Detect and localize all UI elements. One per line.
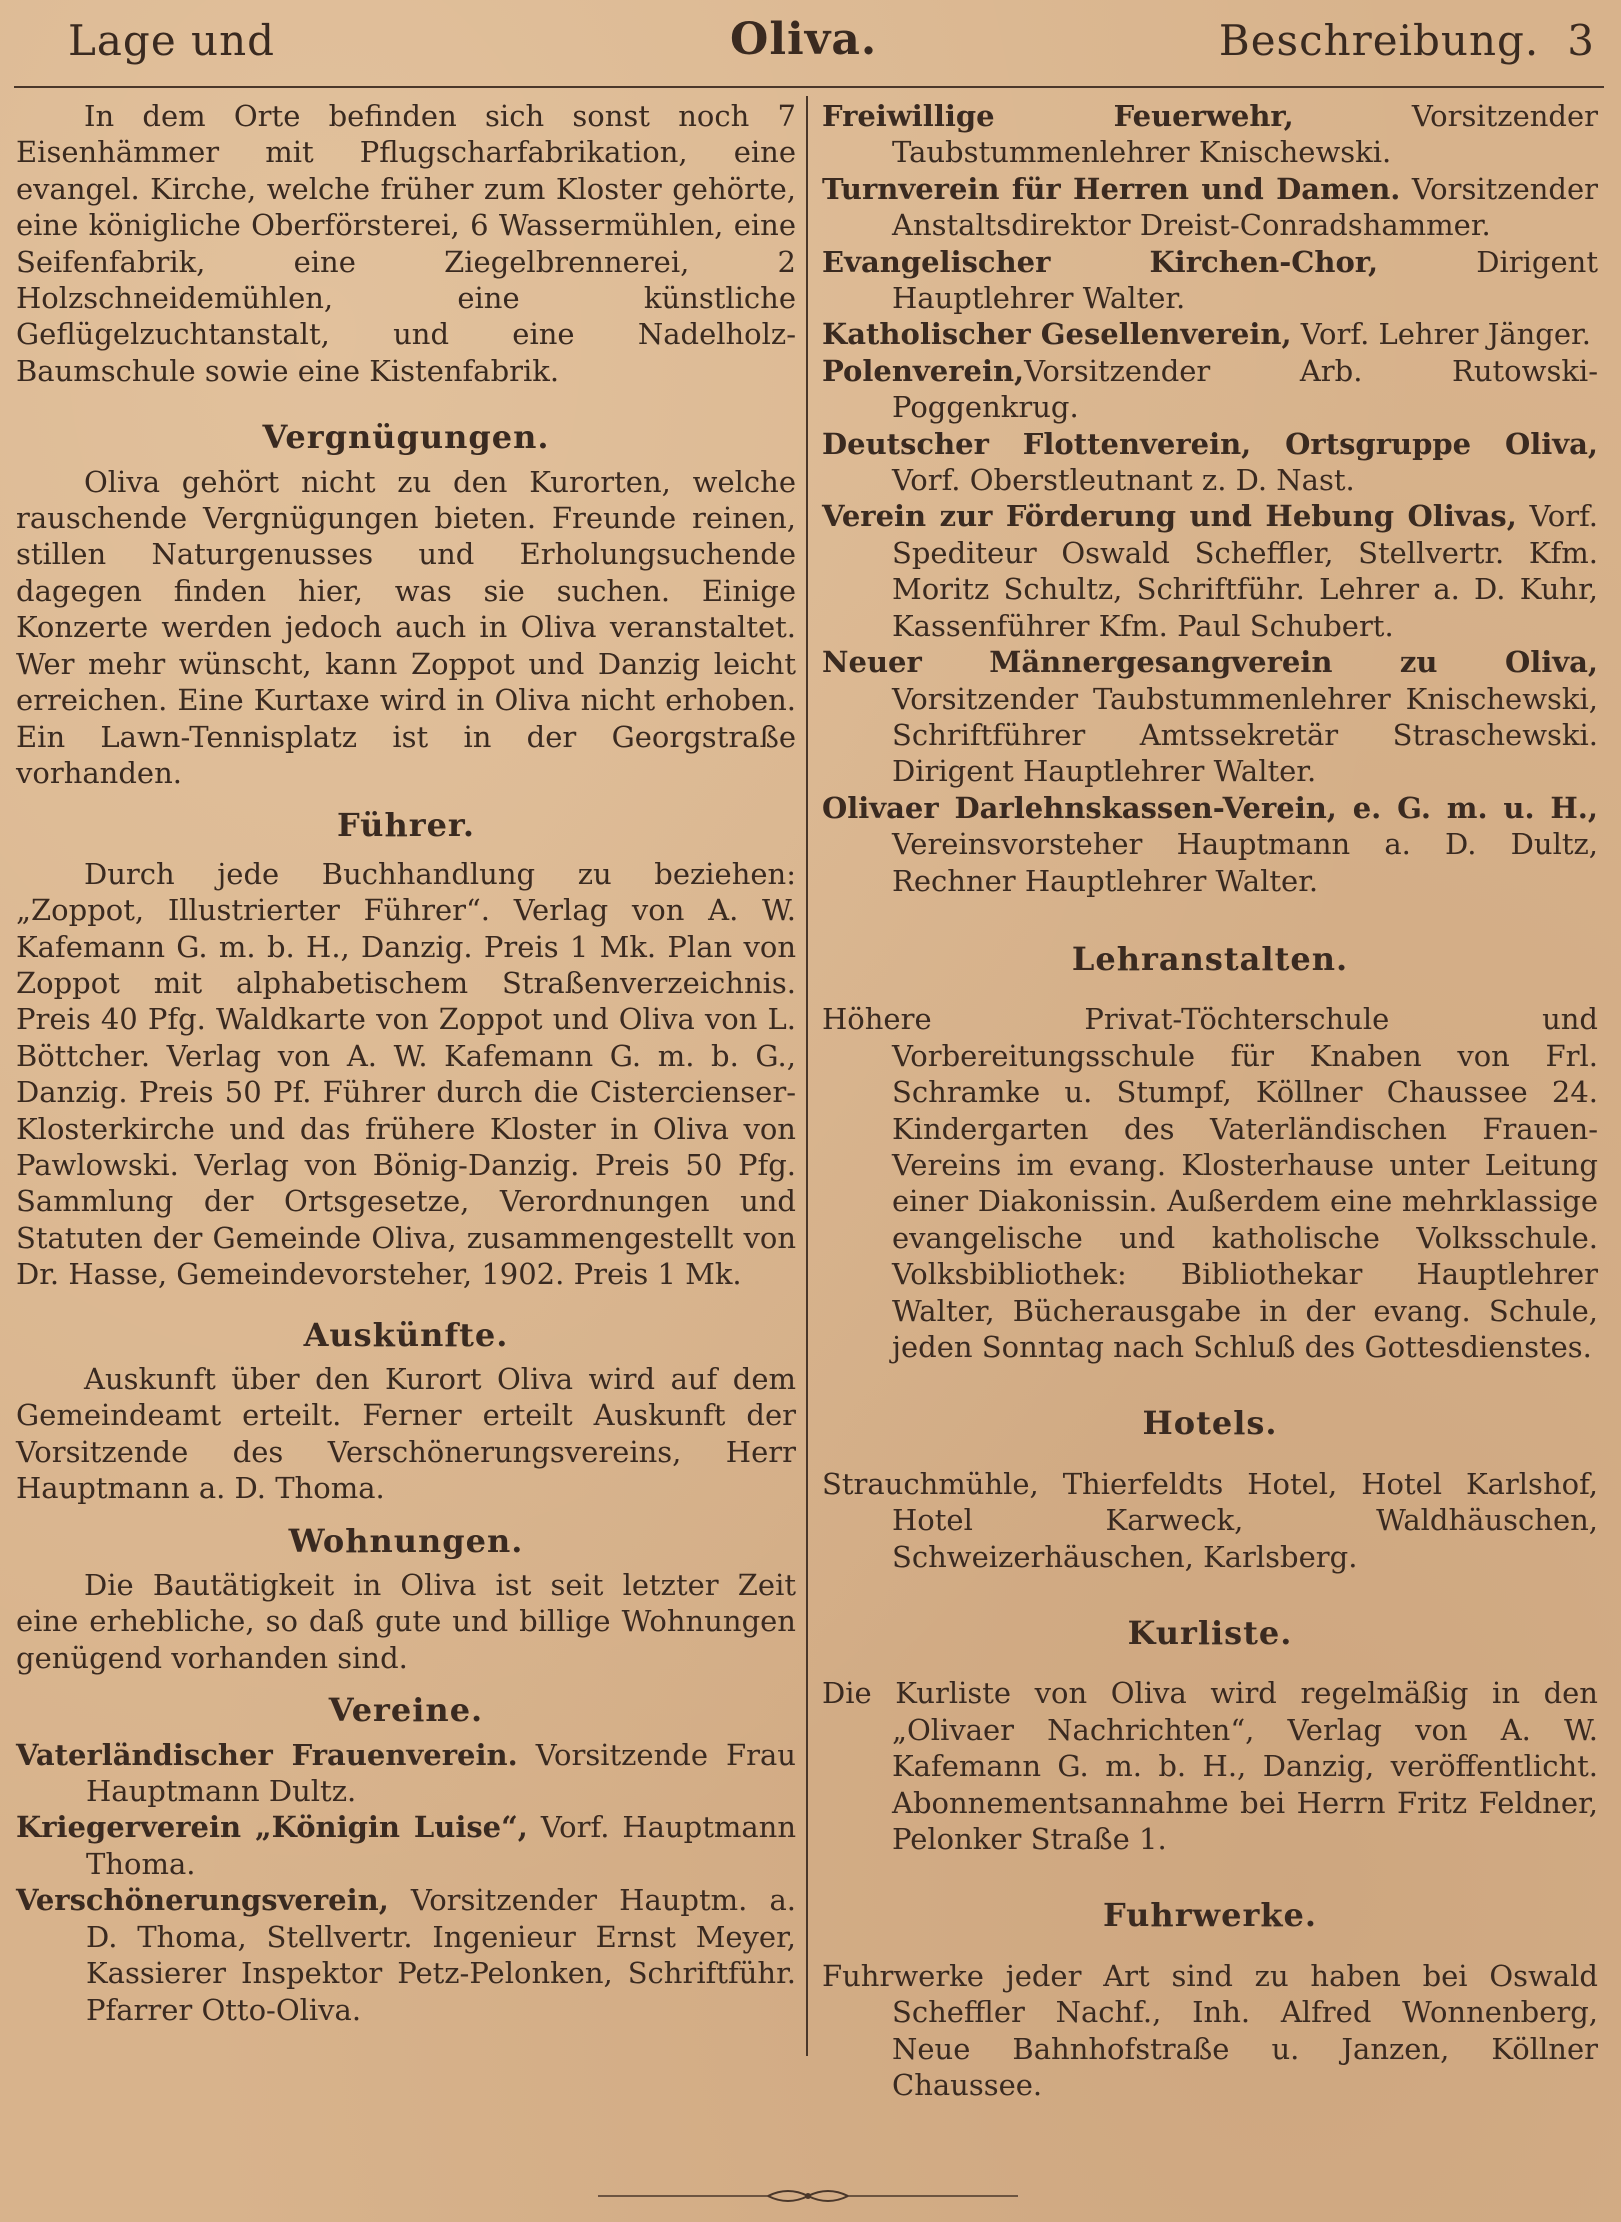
verein-entry bbox=[16, 1737, 796, 1810]
header-title: Oliva. bbox=[730, 14, 878, 65]
verein-details: Vorsitzender Anstaltsdirektor Dreist-Conradshammer. bbox=[892, 171, 1599, 243]
kurliste-paragraph: Die Kurliste von Oliva wird regelmäßig in den „Olivaer Nachrichten“, Verlag von A. W. Kafemann G. m. b. H., Danzig, veröffentlicht. Abonnementsannahme bei Herrn Fritz Feldner, Pelonker Straße 1. bbox=[822, 1676, 1598, 1857]
verein-name: Neuer Männergesangverein zu Oliva, bbox=[822, 645, 1598, 680]
verein-name: Verein zur Förderung und Hebung Olivas, bbox=[822, 499, 1517, 534]
verein-name: Polenverein, bbox=[822, 353, 1025, 388]
verein-name: Katholischer Gesellenverein, bbox=[822, 317, 1292, 352]
verein-details: Vorf. Oberstleutnant z. D. Nast. bbox=[892, 463, 1355, 498]
verein-entry bbox=[822, 316, 1598, 352]
verein-entry bbox=[822, 426, 1598, 499]
verein-entry bbox=[16, 1809, 796, 1882]
heading-fuehrer: Führer. bbox=[337, 806, 475, 845]
heading-hotels: Hotels. bbox=[1142, 1404, 1278, 1443]
heading-lehranstalten: Lehranstalten. bbox=[1071, 939, 1349, 978]
verein-entry bbox=[822, 498, 1598, 644]
verein-name: Olivaer Darlehnskassen-Verein, e. G. m. u. H., bbox=[822, 790, 1598, 825]
verein-details: Vorf. Spediteur Oswald Scheffler, Stellvertr. Kfm. Moritz Schultz, Schriftführ. Lehrer a. D. Kuhr, Kassenführer Kfm. Paul Schubert. bbox=[892, 499, 1598, 643]
verein-entry bbox=[822, 790, 1598, 899]
verein-entry bbox=[16, 1882, 796, 2028]
verein-details: Vorf. Hauptmann Thoma. bbox=[86, 1810, 797, 1881]
heading-vereine: Vereine. bbox=[328, 1691, 484, 1730]
verein-entry bbox=[822, 98, 1598, 171]
verein-details: Vorf. Lehrer Jänger. bbox=[1291, 317, 1591, 352]
heading-wohnungen: Wohnungen. bbox=[288, 1521, 524, 1560]
verein-name: Verschönerungsverein, bbox=[16, 1883, 389, 1918]
verein-entry bbox=[822, 353, 1598, 426]
verein-details: Vorsitzender Arb. Rutowski-Poggenkrug. bbox=[892, 353, 1598, 425]
page-number: 3 bbox=[1567, 16, 1595, 65]
verein-name: Deutscher Flottenverein, Ortsgruppe Oliva, bbox=[822, 426, 1598, 461]
heading-auskuenfte: Auskünfte. bbox=[303, 1315, 509, 1354]
lehranstalten-paragraph: Höhere Privat-Töchterschule und Vorbereitungsschule für Knaben von Frl. Schramke u. Stumpf, Köllner Chaussee 24. Kindergarten des Vaterländischen Frauen-Vereins im evang. Klosterhause unter Leitung einer Diakonissin. Außerdem eine mehrklassige evangelische und katholische Volksschule. Volksbibliothek: Bibliothekar Hauptlehrer Walter, Bücherausgabe in der evang. Schule, jeden Sonntag nach Schluß des Gottesdienstes. bbox=[822, 1002, 1598, 1364]
verein-name: Vaterländischer Frauenverein. bbox=[16, 1737, 518, 1772]
verein-name: Kriegerverein „Königin Luise“, bbox=[16, 1810, 528, 1845]
verein-details: Dirigent Hauptlehrer Walter. bbox=[892, 244, 1598, 316]
left-column bbox=[16, 98, 796, 2028]
verein-entry bbox=[822, 171, 1598, 244]
footer-ornament bbox=[598, 2186, 1018, 2206]
heading-kurliste: Kurliste. bbox=[1127, 1614, 1293, 1653]
fuehrer-paragraph: Durch jede Buchhandlung zu beziehen: „Zoppot, Illustrierter Führer“. Verlag von A. W. Kafemann G. m. b. H., Danzig. Preis 1 Mk. Plan von Zoppot mit alphabetischem Straßenverzeichnis. Preis 40 Pfg. Waldkarte von Zoppot und Oliva von L. Böttcher. Verlag von A. W. Kafemann G. m. b. G., Danzig. Preis 50 Pf. Führer durch die Cistercienser-Klosterkirche und das frühere Kloster in Oliva von Pawlowski. Verlag von Bönig-Danzig. Preis 50 Pfg. Sammlung der Ortsgesetze, Verordnungen und Statuten der Gemeinde Oliva, zusammengestellt von Dr. Hasse, Gemeindevorsteher, 1902. Preis 1 Mk. bbox=[16, 856, 796, 1292]
heading-vergnuegungen: Vergnügungen. bbox=[262, 418, 550, 457]
header-left: Lage und bbox=[68, 16, 276, 65]
wohnungen-paragraph: Die Bautätigkeit in Oliva ist seit letzter Zeit eine erhebliche, so daß gute und billige Wohnungen genügend vorhanden sind. bbox=[16, 1568, 796, 1675]
heading-fuhrwerke: Fuhrwerke. bbox=[1103, 1896, 1317, 1935]
verein-name: Turnverein für Herren und Damen. bbox=[822, 171, 1401, 206]
right-column bbox=[822, 98, 1598, 2104]
verein-details: Vorsitzende Frau Hauptmann Dultz. bbox=[86, 1737, 796, 1809]
verein-entry bbox=[822, 244, 1598, 317]
header-rule bbox=[14, 86, 1604, 88]
verein-details: Vereinsvorsteher Hauptmann a. D. Dultz, Rechner Hauptlehrer Walter. bbox=[892, 827, 1598, 898]
fuhrwerke-paragraph: Fuhrwerke jeder Art sind zu haben bei Oswald Scheffler Nachf., Inh. Alfred Wonnenberg, Neue Bahnhofstraße u. Janzen, Köllner Chaussee. bbox=[822, 1958, 1598, 2103]
intro-paragraph: In dem Orte befinden sich sonst noch 7 Eisenhämmer mit Pflugscharfabrikation, eine evangel. Kirche, welche früher zum Kloster gehörte, eine königliche Oberförsterei, 6 Wassermühlen, eine Seifenfabrik, eine Ziegelbrennerei, 2 Holzschneidemühlen, eine künstliche Geflügelzuchtanstalt, und eine Nadelholz-Baumschule sowie eine Kistenfabrik. bbox=[16, 99, 796, 388]
verein-entry bbox=[822, 644, 1598, 790]
verein-details: Vorsitzender Hauptm. a. D. Thoma, Stellvertr. Ingenieur Ernst Meyer, Kassierer Inspektor Petz-Pelonken, Schriftführ. Pfarrer Otto-Oliva. bbox=[86, 1883, 796, 2027]
hotels-paragraph: Strauchmühle, Thierfeldts Hotel, Hotel Karlshof, Hotel Karweck, Waldhäuschen, Schweizerhäuschen, Karlsberg. bbox=[822, 1466, 1598, 1574]
verein-details: Vorsitzender Taubstummenlehrer Knischewski. bbox=[892, 99, 1598, 170]
verein-name: Evangelischer Kirchen-Chor, bbox=[822, 244, 1379, 279]
vergnuegungen-paragraph: Oliva gehört nicht zu den Kurorten, welche rauschende Vergnügungen bieten. Freunde reinen, stillen Naturgenusses und Erholungsuchende dagegen finden hier, was sie suchen. Einige Konzerte werden jedoch auch in Oliva veranstaltet. Wer mehr wünscht, kann Zoppot und Danzig leicht erreichen. Eine Kurtaxe wird in Oliva nicht erhoben. Ein Lawn-Tennisplatz ist in der Georgstraße vorhanden. bbox=[16, 464, 796, 790]
verein-name: Freiwillige Feuerwehr, bbox=[822, 99, 1294, 133]
page-header bbox=[0, 0, 1621, 88]
header-right bbox=[1219, 16, 1595, 65]
header-right-label: Beschreibung. bbox=[1218, 16, 1540, 65]
auskuenfte-paragraph: Auskunft über den Kurort Oliva wird auf dem Gemeindeamt erteilt. Ferner erteilt Auskunft der Vorsitzende des Verschönerungsvereins, Herr Hauptmann a. D. Thoma. bbox=[16, 1362, 796, 1506]
verein-details: Vorsitzender Taubstummenlehrer Knischewski, Schriftführer Amtssekretär Straschewski. Dirigent Hauptlehrer Walter. bbox=[892, 681, 1598, 789]
column-divider bbox=[806, 96, 808, 2056]
